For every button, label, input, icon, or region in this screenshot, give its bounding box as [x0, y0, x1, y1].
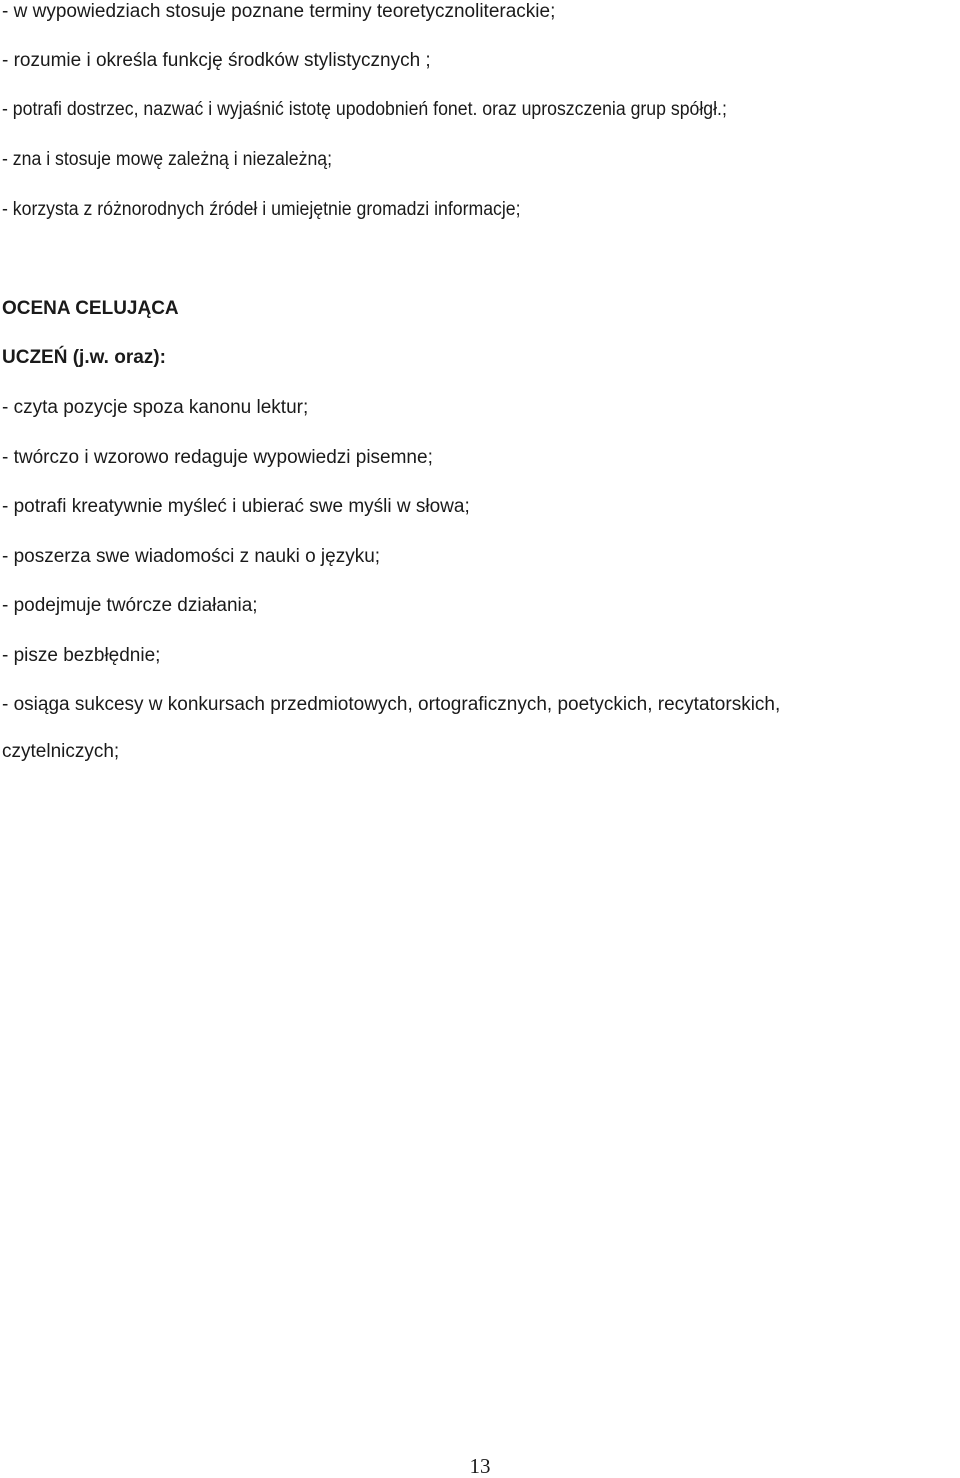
criteria-line: - twórczo i wzorowo redaguje wypowiedzi pisemne;	[2, 447, 433, 468]
criteria-line: - potrafi dostrzec, nazwać i wyjaśnić istotę upodobnień fonet. oraz uproszczenia grup spółgł.;	[2, 99, 727, 120]
criteria-line: - czyta pozycje spoza kanonu lektur;	[2, 397, 309, 418]
criteria-line: - osiąga sukcesy w konkursach przedmiotowych, ortograficznych, poetyckich, recytatorskich,	[2, 694, 781, 715]
criteria-line: - zna i stosuje mowę zależną i niezależną;	[2, 149, 333, 170]
criteria-line-continuation: czytelniczych;	[2, 741, 120, 762]
criteria-line: - korzysta z różnorodnych źródeł i umiejętnie gromadzi informacje;	[2, 199, 521, 220]
criteria-line: - rozumie i określa funkcję środków stylistycznych ;	[2, 50, 431, 71]
criteria-line: - poszerza swe wiadomości z nauki o języku;	[2, 546, 381, 567]
criteria-line: - pisze bezbłędnie;	[2, 645, 161, 666]
criteria-line: - podejmuje twórcze działania;	[2, 595, 258, 616]
student-subheading: UCZEŃ (j.w. oraz):	[2, 347, 166, 368]
criteria-line: - potrafi kreatywnie myśleć i ubierać swe myśli w słowa;	[2, 496, 470, 517]
grade-heading: OCENA CELUJĄCA	[2, 298, 179, 319]
criteria-line: - w wypowiedziach stosuje poznane terminy teoretycznoliterackie;	[2, 1, 556, 22]
page-number: 13	[469, 1454, 491, 1478]
